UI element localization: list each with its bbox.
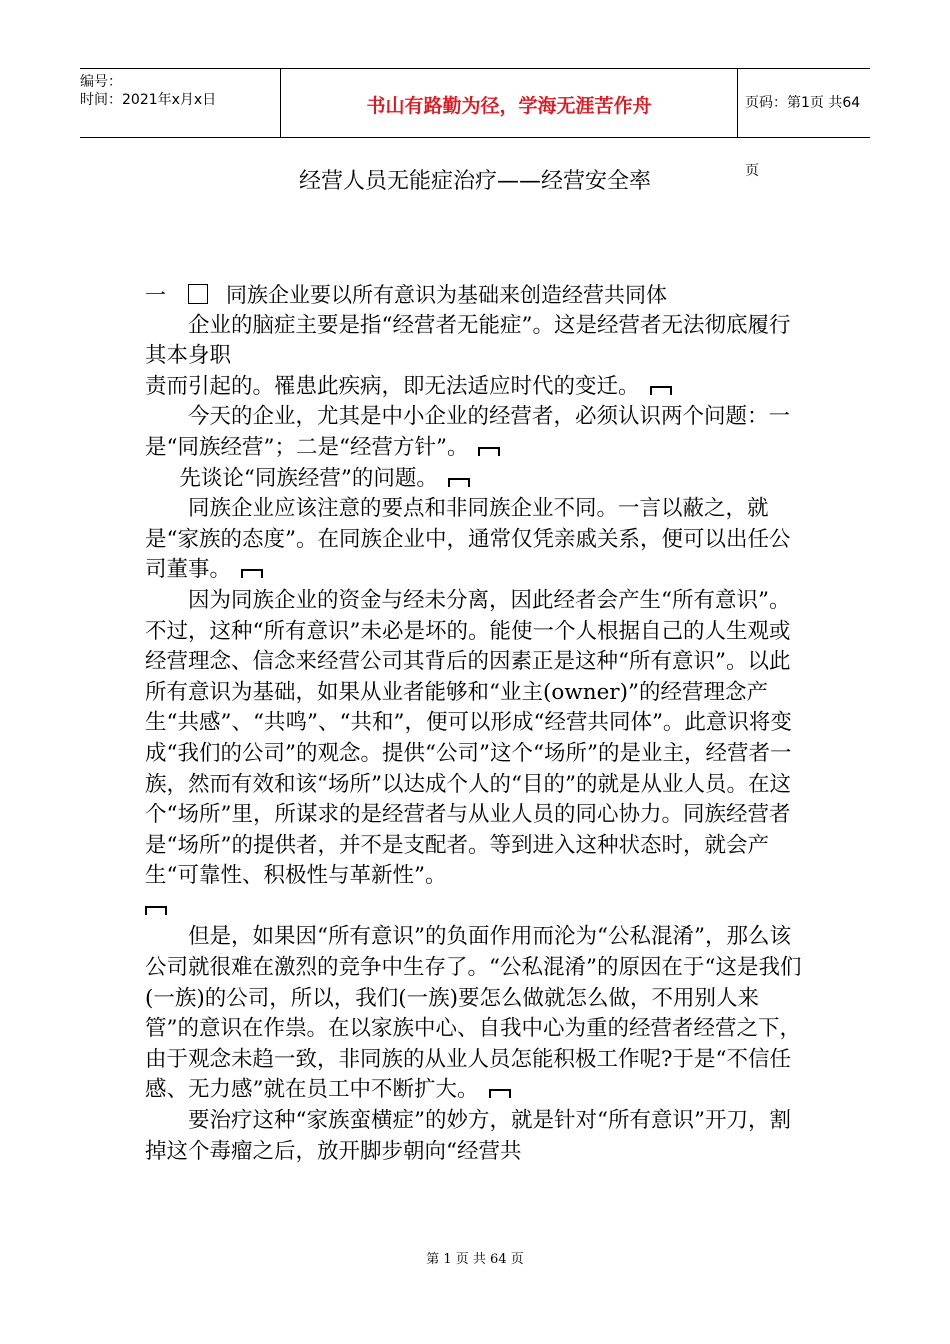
- return-mark-icon: [241, 569, 263, 578]
- paragraph: 企业的脑症主要是指“经营者无能症”。这是经营者无法彻底履行其本身职: [145, 312, 791, 369]
- number-label: 编号：: [80, 74, 122, 90]
- return-mark-icon: [650, 386, 672, 395]
- return-mark-icon: [489, 1089, 511, 1098]
- document-body: [145, 280, 810, 1167]
- page-footer: 第 1 页 共 64 页: [426, 1252, 524, 1267]
- paragraph: 要治疗这种“家族蛮横症”的妙方，就是针对“所有意识”开刀，割掉这个毒瘤之后，放开脚步朝向“经营共: [145, 1108, 791, 1164]
- page-info: 页码：第1页 共64页: [745, 95, 861, 179]
- paragraph: 因为同族企业的资金与经未分离，因此经者会产生“所有意识”。不过，这种“所有意识”未必是坏的。能使一个人根据自己的人生观或经营理念、信念来经营公司其背后的因素正是这种“所有意识”。以此所有意识为基础，如果从业者能够和“业主(owner)”的经营理念产生“共感”、“共鸣”、“共和”，便可以形成“经营共同体”。此意识将变成“我们的公司”的观念。提供“公司”这个“场所”的是业主，经营者一族，然而有效和该“场所”以达成个人的“目的”的就是从业人员。在这个“场所”里，所谋求的是经营者与从业人员的同心协力。同族经营者是“场所”的提供者，并不是支配者。等到进入这种状态时，就会产生“可靠性、积极性与革新性”。: [145, 586, 810, 923]
- document-title: 经营人员无能症治疗——经营安全率: [298, 169, 651, 194]
- header-table: [80, 68, 870, 179]
- return-mark-icon: [448, 478, 470, 487]
- checkbox-icon: [188, 284, 208, 304]
- header-motto-cell: [280, 69, 738, 137]
- motto: 书山有路勤为径，学海无涯苦作舟: [366, 95, 652, 117]
- paragraph: 责而引起的。罹患此疾病，即无法适应时代的变迁。: [145, 372, 810, 403]
- paragraph: 今天的企业，尤其是中小企业的经营者，必须认识两个问题：一是“同族经营”；二是“经营方针”。: [145, 404, 791, 460]
- return-mark-icon: [145, 906, 167, 915]
- paragraph: 但是，如果因“所有意识”的负面作用而沦为“公私混淆”，那么该公司就很难在激烈的竞争中生存了。“公私混淆”的原因在于“这是我们(一族)的公司，所以，我们(一族)要怎么做就怎么做，不用别人来管”的意识在作祟。在以家族中心、自我中心为重的经营者经营之下，由于观念未趋一致，非同族的从业人员怎能积极工作呢?于是“不信任感、无力感”就在员工中不断扩大。: [145, 924, 802, 1103]
- return-mark-icon: [478, 447, 500, 456]
- section-heading-text: 同族企业要以所有意识为基础来创造经营共同体: [226, 283, 667, 307]
- section-number: 一: [145, 283, 166, 307]
- section-heading: [145, 280, 810, 311]
- header-meta: [80, 69, 280, 141]
- paragraph: 同族企业应该注意的要点和非同族企业不同。一言以蔽之，就是“家族的态度”。在同族企业中，通常仅凭亲戚关系，便可以出任公司董事。: [145, 496, 791, 583]
- paragraph: 先谈论“同族经营”的问题。: [145, 464, 810, 495]
- time-label: 时间：2021年x月x日: [80, 92, 217, 108]
